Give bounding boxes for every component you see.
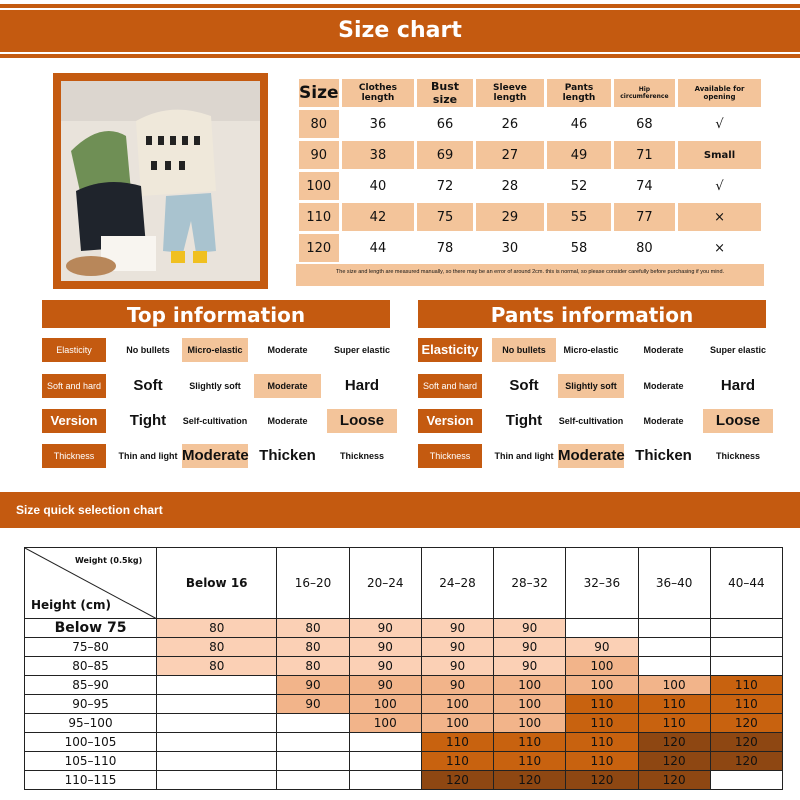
info-option: Micro-elastic bbox=[563, 345, 619, 355]
quick-weight-header: 28–32 bbox=[494, 548, 566, 619]
quick-selection-banner bbox=[0, 492, 800, 528]
quick-size-cell bbox=[277, 771, 349, 790]
spec-size-cell: 90 bbox=[299, 141, 339, 169]
info-option: Slightly soft bbox=[558, 374, 624, 398]
quick-size-cell: 110 bbox=[566, 733, 638, 752]
quick-size-cell bbox=[277, 752, 349, 771]
quick-size-cell: 90 bbox=[421, 657, 493, 676]
info-option: Thickness bbox=[339, 451, 385, 461]
quick-size-cell: 90 bbox=[349, 657, 421, 676]
quick-size-cell: 110 bbox=[710, 695, 782, 714]
info-option: No bullets bbox=[492, 338, 556, 362]
info-option: Thin and light bbox=[494, 451, 554, 461]
spec-value-cell: 42 bbox=[342, 203, 415, 231]
spec-value-cell: 71 bbox=[614, 141, 675, 169]
quick-weight-header: 32–36 bbox=[566, 548, 638, 619]
quick-size-cell: 100 bbox=[494, 714, 566, 733]
spec-value-cell: 74 bbox=[636, 178, 653, 194]
quick-size-cell bbox=[157, 695, 277, 714]
spec-value-cell: × bbox=[678, 203, 761, 231]
info-option: Super elastic bbox=[709, 345, 767, 355]
quick-size-cell: 110 bbox=[638, 714, 710, 733]
info-row bbox=[42, 374, 412, 398]
quick-size-cell: 100 bbox=[566, 676, 638, 695]
info-option: Soft bbox=[133, 377, 163, 394]
quick-size-cell: 90 bbox=[494, 638, 566, 657]
spec-value-cell: 30 bbox=[501, 240, 519, 256]
quick-weight-header: 16–20 bbox=[277, 548, 349, 619]
spec-header-clothes-length: Clothes length bbox=[342, 79, 415, 107]
quick-size-cell: 110 bbox=[494, 752, 566, 771]
spec-row bbox=[299, 234, 761, 262]
quick-size-cell: 90 bbox=[277, 676, 349, 695]
quick-size-cell: 100 bbox=[494, 695, 566, 714]
info-row-label: Version bbox=[42, 409, 106, 433]
spec-value-cell: 69 bbox=[417, 141, 472, 169]
spec-row bbox=[299, 172, 761, 200]
info-row bbox=[42, 444, 412, 468]
quick-row bbox=[25, 714, 783, 733]
top-information-header: Top information bbox=[42, 300, 390, 328]
measurement-note: The size and length are measured manually, so there may be an error of around 2cm. this is normal, so please consider carefully before purchasing if you mind. bbox=[296, 264, 764, 286]
spec-value-cell: 77 bbox=[614, 203, 675, 231]
spec-header-pants: Pants length bbox=[547, 79, 610, 107]
spec-value-cell: 26 bbox=[501, 116, 519, 132]
spec-value-cell: √ bbox=[715, 116, 724, 132]
quick-size-cell bbox=[349, 771, 421, 790]
quick-size-cell: 100 bbox=[349, 714, 421, 733]
spec-row bbox=[299, 110, 761, 138]
info-row-label: Version bbox=[418, 409, 482, 433]
quick-weight-header: Below 16 bbox=[157, 548, 277, 619]
spec-value-cell: 28 bbox=[501, 178, 519, 194]
size-chart-banner bbox=[0, 4, 800, 58]
quick-size-cell: 100 bbox=[349, 695, 421, 714]
spec-value-cell: 49 bbox=[547, 141, 610, 169]
quick-size-cell: 80 bbox=[277, 638, 349, 657]
spec-value-cell: 27 bbox=[476, 141, 545, 169]
quick-size-cell: 80 bbox=[277, 619, 349, 638]
spec-header-hip: Hip circumference bbox=[614, 79, 675, 107]
info-option: Thickness bbox=[715, 451, 761, 461]
spec-value-cell: 80 bbox=[636, 240, 653, 256]
info-row bbox=[418, 374, 788, 398]
quick-height-label: 105–110 bbox=[25, 752, 157, 771]
quick-size-cell bbox=[566, 619, 638, 638]
quick-size-cell: 110 bbox=[494, 733, 566, 752]
quick-row bbox=[25, 733, 783, 752]
spec-value-cell: 78 bbox=[436, 240, 454, 256]
quick-size-cell: 100 bbox=[421, 714, 493, 733]
quick-size-cell: 90 bbox=[421, 638, 493, 657]
quick-height-label: 85–90 bbox=[25, 676, 157, 695]
quick-size-cell: 110 bbox=[421, 752, 493, 771]
height-axis-label: Height (cm) bbox=[31, 598, 111, 612]
quick-size-cell: 120 bbox=[494, 771, 566, 790]
quick-size-cell: 110 bbox=[566, 714, 638, 733]
info-row-label: Soft and hard bbox=[418, 374, 482, 398]
info-option: Slightly soft bbox=[189, 381, 241, 391]
quick-row bbox=[25, 752, 783, 771]
quick-size-cell: 110 bbox=[421, 733, 493, 752]
info-option: Moderate bbox=[643, 381, 684, 391]
quick-size-cell: 90 bbox=[566, 638, 638, 657]
quick-size-cell: 120 bbox=[566, 771, 638, 790]
quick-weight-header: 36–40 bbox=[638, 548, 710, 619]
spec-row bbox=[299, 203, 761, 231]
quick-size-cell: 120 bbox=[638, 752, 710, 771]
quick-row bbox=[25, 657, 783, 676]
info-option: Thin and light bbox=[118, 451, 178, 461]
info-option: Moderate bbox=[558, 444, 624, 468]
spec-value-cell: 75 bbox=[417, 203, 472, 231]
spec-value-cell: 66 bbox=[436, 116, 454, 132]
info-option: Moderate bbox=[254, 374, 321, 398]
spec-header-opening: Available for opening bbox=[678, 79, 761, 107]
quick-row bbox=[25, 695, 783, 714]
info-row-label: Elasticity bbox=[418, 338, 482, 362]
quick-size-cell: 80 bbox=[157, 638, 277, 657]
info-option: Hard bbox=[720, 377, 756, 394]
quick-height-label: 80–85 bbox=[25, 657, 157, 676]
quick-size-cell bbox=[157, 714, 277, 733]
spec-value-cell: 44 bbox=[369, 240, 387, 256]
spec-value-cell: √ bbox=[715, 178, 724, 194]
info-option: Soft bbox=[509, 377, 539, 394]
quick-row bbox=[25, 771, 783, 790]
info-option: Moderate bbox=[643, 416, 684, 426]
info-option: Tight bbox=[129, 412, 167, 429]
quick-size-cell: 100 bbox=[421, 695, 493, 714]
spec-value-cell: 68 bbox=[636, 116, 653, 132]
quick-size-cell: 90 bbox=[349, 619, 421, 638]
info-row bbox=[42, 409, 412, 433]
quick-size-cell bbox=[277, 733, 349, 752]
info-row bbox=[418, 444, 788, 468]
quick-size-cell: 90 bbox=[277, 695, 349, 714]
quick-size-cell bbox=[277, 714, 349, 733]
spec-header-sleeve: Sleeve length bbox=[476, 79, 545, 107]
info-option: No bullets bbox=[126, 345, 170, 355]
quick-size-cell: 120 bbox=[710, 733, 782, 752]
quick-size-cell bbox=[710, 619, 782, 638]
quick-row bbox=[25, 638, 783, 657]
quick-size-cell bbox=[638, 619, 710, 638]
quick-size-cell: 110 bbox=[566, 752, 638, 771]
quick-size-cell bbox=[638, 638, 710, 657]
quick-size-cell: 120 bbox=[638, 733, 710, 752]
info-row-label: Elasticity bbox=[42, 338, 106, 362]
spec-value-cell: 55 bbox=[547, 203, 610, 231]
quick-header-row bbox=[25, 548, 783, 619]
spec-size-cell: 120 bbox=[299, 234, 339, 262]
spec-size-cell: 110 bbox=[299, 203, 339, 231]
quick-size-cell: 100 bbox=[638, 676, 710, 695]
quick-size-cell bbox=[638, 657, 710, 676]
quick-size-cell: 80 bbox=[157, 657, 277, 676]
quick-weight-header: 24–28 bbox=[421, 548, 493, 619]
pants-information-header: Pants information bbox=[418, 300, 766, 328]
quick-size-cell bbox=[157, 733, 277, 752]
quick-size-cell: 80 bbox=[157, 619, 277, 638]
info-option: Loose bbox=[703, 409, 773, 433]
spec-row bbox=[299, 141, 761, 169]
quick-selection-title: Size quick selection chart bbox=[16, 503, 163, 517]
quick-weight-header: 40–44 bbox=[710, 548, 782, 619]
quick-height-label: Below 75 bbox=[25, 619, 157, 638]
spec-size-cell: 100 bbox=[299, 172, 339, 200]
quick-size-cell bbox=[157, 752, 277, 771]
quick-size-cell: 80 bbox=[277, 657, 349, 676]
spec-value-cell: 29 bbox=[476, 203, 545, 231]
info-option: Tight bbox=[505, 412, 543, 429]
page-title: Size chart bbox=[338, 18, 462, 43]
quick-corner-cell bbox=[25, 548, 157, 619]
spec-header-size: Size bbox=[299, 79, 339, 107]
quick-row bbox=[25, 619, 783, 638]
spec-header-bust: Bust size bbox=[417, 79, 472, 107]
info-row bbox=[418, 338, 788, 362]
quick-row bbox=[25, 676, 783, 695]
quick-size-cell: 120 bbox=[638, 771, 710, 790]
spec-size-cell: 80 bbox=[299, 110, 339, 138]
info-option: Thicken bbox=[259, 447, 316, 464]
quick-size-cell bbox=[349, 752, 421, 771]
info-option: Micro-elastic bbox=[182, 338, 248, 362]
quick-weight-header: 20–24 bbox=[349, 548, 421, 619]
quick-size-cell: 120 bbox=[710, 752, 782, 771]
info-row-label: Thickness bbox=[418, 444, 482, 468]
spec-value-cell: × bbox=[714, 240, 725, 256]
spec-value-cell: 72 bbox=[436, 178, 454, 194]
quick-size-cell bbox=[349, 733, 421, 752]
spec-value-cell: Small bbox=[678, 141, 761, 169]
weight-axis-label: Weight (0.5kg) bbox=[75, 556, 143, 565]
info-option: Self-cultivation bbox=[558, 416, 624, 426]
quick-size-cell: 110 bbox=[638, 695, 710, 714]
info-option: Moderate bbox=[267, 345, 308, 355]
info-option: Super elastic bbox=[333, 345, 391, 355]
quick-size-cell: 90 bbox=[349, 638, 421, 657]
quick-size-cell bbox=[157, 676, 277, 695]
quick-size-cell: 90 bbox=[494, 619, 566, 638]
info-option: Self-cultivation bbox=[182, 416, 248, 426]
info-option: Loose bbox=[327, 409, 397, 433]
spec-value-cell: 46 bbox=[570, 116, 588, 132]
size-quick-selection-table bbox=[24, 547, 783, 790]
quick-size-cell: 120 bbox=[710, 714, 782, 733]
quick-height-label: 75–80 bbox=[25, 638, 157, 657]
quick-size-cell: 90 bbox=[349, 676, 421, 695]
info-option: Hard bbox=[344, 377, 380, 394]
quick-height-label: 90–95 bbox=[25, 695, 157, 714]
info-option: Moderate bbox=[643, 345, 684, 355]
product-photo bbox=[53, 73, 268, 289]
info-row-label: Soft and hard bbox=[42, 374, 106, 398]
quick-height-label: 100–105 bbox=[25, 733, 157, 752]
quick-size-cell bbox=[710, 638, 782, 657]
quick-size-cell: 100 bbox=[566, 657, 638, 676]
spec-value-cell: 40 bbox=[369, 178, 387, 194]
quick-size-cell: 90 bbox=[494, 657, 566, 676]
quick-size-cell: 110 bbox=[710, 676, 782, 695]
quick-size-cell bbox=[710, 657, 782, 676]
quick-height-label: 110–115 bbox=[25, 771, 157, 790]
size-spec-table bbox=[296, 76, 764, 265]
info-row-label: Thickness bbox=[42, 444, 106, 468]
spec-value-cell: 38 bbox=[342, 141, 415, 169]
quick-size-cell bbox=[710, 771, 782, 790]
quick-size-cell bbox=[157, 771, 277, 790]
quick-size-cell: 120 bbox=[421, 771, 493, 790]
info-option: Thicken bbox=[635, 447, 692, 464]
quick-size-cell: 110 bbox=[566, 695, 638, 714]
info-row bbox=[418, 409, 788, 433]
info-option: Moderate bbox=[267, 416, 308, 426]
quick-height-label: 95–100 bbox=[25, 714, 157, 733]
spec-value-cell: 58 bbox=[570, 240, 588, 256]
info-row bbox=[42, 338, 412, 362]
spec-value-cell: 36 bbox=[369, 116, 387, 132]
quick-size-cell: 90 bbox=[421, 619, 493, 638]
spec-value-cell: 52 bbox=[570, 178, 588, 194]
info-option: Moderate bbox=[182, 444, 248, 468]
quick-size-cell: 100 bbox=[494, 676, 566, 695]
spec-header-row bbox=[299, 79, 761, 107]
quick-size-cell: 90 bbox=[421, 676, 493, 695]
